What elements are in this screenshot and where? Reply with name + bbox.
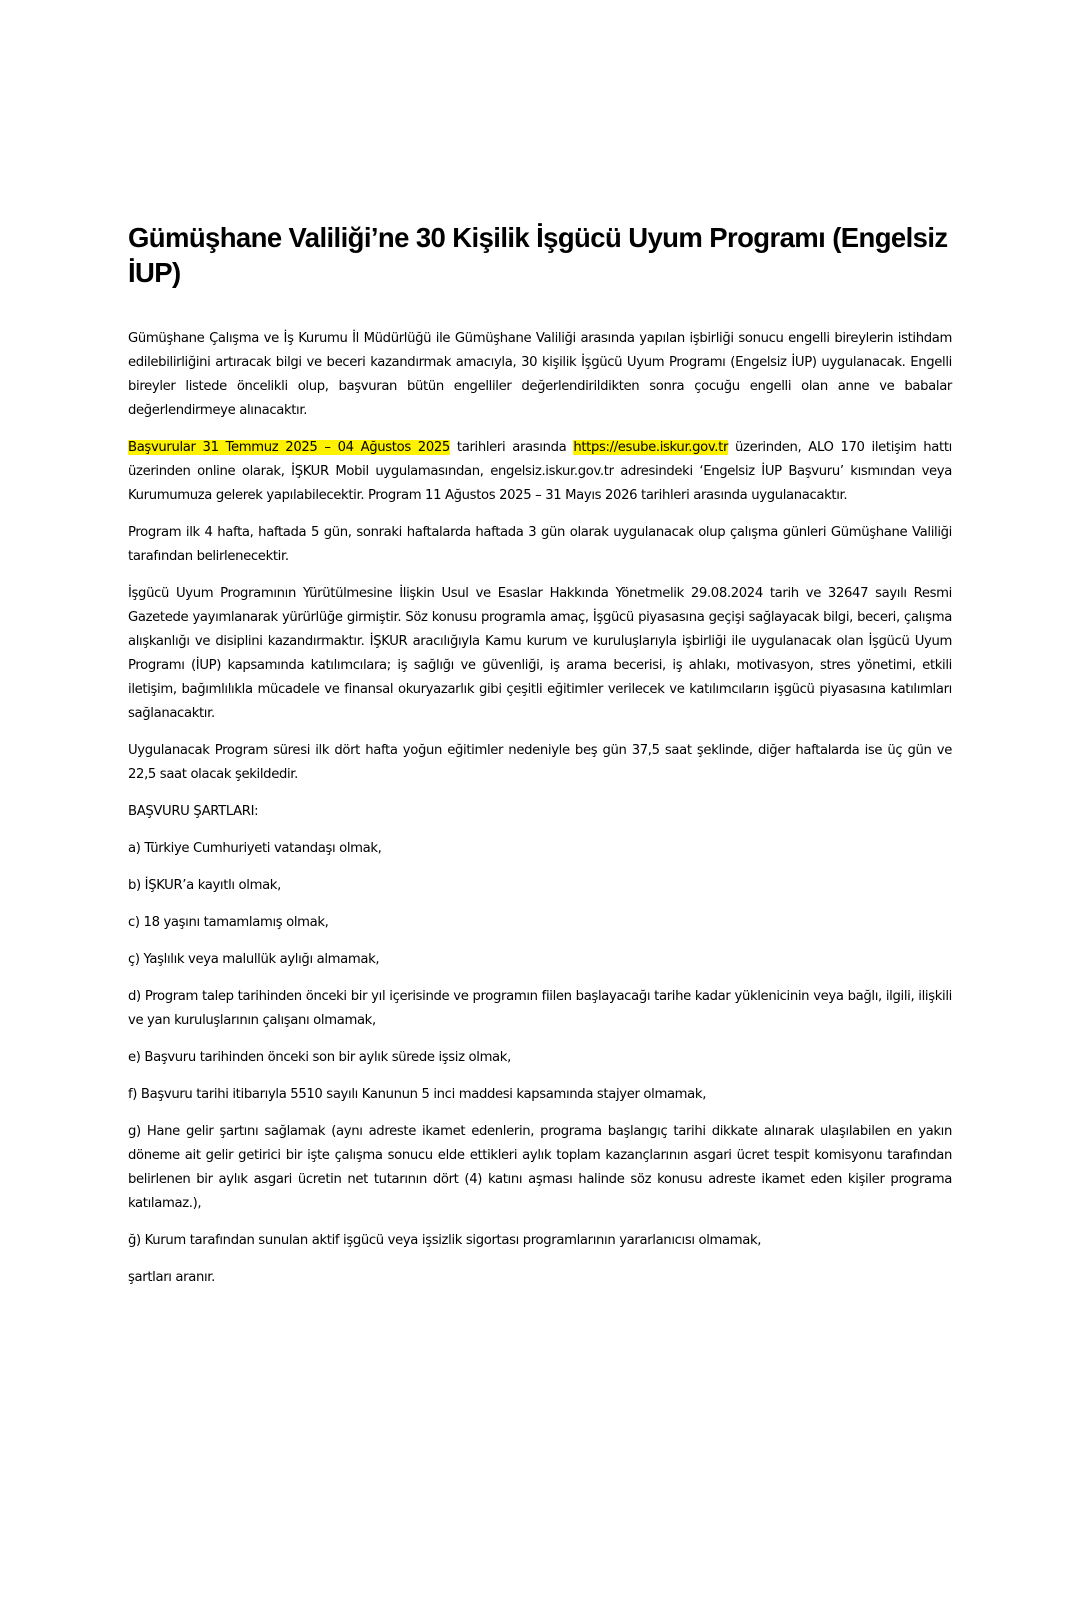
- requirement-item-d: d) Program talep tarihinden önceki bir yıl içerisinde ve programın fiilen başlayacağı tarihe kadar yüklenicinin veya bağlı, ilgili, ilişkili ve yan kuruluşlarının çalışanı olmamak,: [128, 989, 952, 1028]
- requirement-item-b: b) İŞKUR’a kayıtlı olmak,: [128, 878, 281, 893]
- application-paragraph: [128, 436, 952, 508]
- regulation-paragraph: İşgücü Uyum Programının Yürütülmesine İlişkin Usul ve Esaslar Hakkında Yönetmelik 29.08.2024 tarih ve 32647 sayılı Resmi Gazetede yayımlanarak yürürlüğe girmiştir. Söz konusu programla amaç, İşgücü piyasasına geçişi sağlayacak bilgi, beceri, çalışma alışkanlığı ve disiplini kazandırmaktır. İŞKUR aracılığıyla Kamu kurum ve kuruluşlarıyla işbirliği ile uygulanacak olan İşgücü Uyum Programı (İUP) kapsamında katılımcılara; iş sağlığı ve güvenliği, iş arama becerisi, iş ahlakı, motivasyon, stres yönetimi, etkili iletişim, bağımlılıkla mücadele ve finansal okuryazarlık gibi çeşitli eğitimler verilecek ve katılımcıların işgücü piyasasına katılımları sağlanacaktır.: [128, 586, 952, 721]
- application-between-text: tarihleri arasında: [449, 440, 574, 455]
- intro-paragraph: Gümüşhane Çalışma ve İş Kurumu İl Müdürlüğü ile Gümüşhane Valiliği arasında yapılan işbirliği sonucu engelli bireylerin istihdam edilebilirliğini artıracak bilgi ve beceri kazandırmak amacıyla, 30 kişilik İşgücü Uyum Programı (Engelsiz İUP) uygulanacak. Engelli bireyler listede öncelikli olup, başvuran bütün engelliler değerlendirildikten sonra çocuğu engelli olan anne ve babalar değerlendirmeye alınacaktır.: [128, 331, 952, 418]
- closing-line: şartları aranır.: [128, 1270, 215, 1285]
- requirement-item-e: e) Başvuru tarihinden önceki son bir aylık sürede işsiz olmak,: [128, 1050, 511, 1065]
- requirement-item-a: a) Türkiye Cumhuriyeti vatandaşı olmak,: [128, 841, 382, 856]
- schedule-paragraph: Program ilk 4 hafta, haftada 5 gün, sonraki haftalarda haftada 3 gün olarak uygulanacak olup çalışma günleri Gümüşhane Valiliği tarafından belirlenecektir.: [128, 525, 952, 564]
- document-body: [128, 220, 952, 1303]
- requirement-item-f: f) Başvuru tarihi itibarıyla 5510 sayılı Kanunun 5 inci maddesi kapsamında stajyer olmamak,: [128, 1087, 707, 1102]
- application-url-link[interactable]: https://esube.iskur.gov.tr: [573, 440, 729, 455]
- requirement-item-g-breve: ğ) Kurum tarafından sunulan aktif işgücü veya işsizlik sigortası programlarının yararlanıcısı olmamak,: [128, 1233, 762, 1248]
- requirement-item-c-cedilla: ç) Yaşlılık veya malullük aylığı almamak,: [128, 952, 380, 967]
- application-rest-text: üzerinden, ALO 170 iletişim hattı üzerinden online olarak, İŞKUR Mobil uygulamasından, engelsiz.iskur.gov.tr adresindeki ‘Engelsiz İUP Başvuru’ kısmından veya Kurumumuza gelerek yapılabilecektir. Program 11 Ağustos 2025 – 31 Mayıs 2026 tarihleri arasında uygulanacaktır.: [128, 440, 952, 503]
- requirement-item-c: c) 18 yaşını tamamlamış olmak,: [128, 915, 329, 930]
- document-title: Gümüşhane Valiliği’ne 30 Kişilik İşgücü Uyum Programı (Engelsiz İUP): [128, 222, 948, 288]
- duration-paragraph: Uygulanacak Program süresi ilk dört hafta yoğun eğitimler nedeniyle beş gün 37,5 saat şeklinde, diğer haftalarda ise üç gün ve 22,5 saat olacak şekildedir.: [128, 743, 952, 782]
- requirement-item-g: g) Hane gelir şartını sağlamak (aynı adreste ikamet edenlerin, programa başlangıç tarihi dikkate alınarak ulaşılabilen en yakın döneme ait gelir getirici bir işte çalışma sonucu elde ettikleri aylık toplam kazançlarının asgari ücret tespit komisyonu tarafından belirlenen bir aylık asgari ücretin net tutarının dört (4) katını aşması halinde söz konusu adreste ikamet eden kişiler programa katılamaz.),: [128, 1124, 952, 1211]
- application-dates-highlight: Başvurular 31 Temmuz 2025 – 04 Ağustos 2025: [128, 440, 450, 455]
- requirements-heading: BAŞVURU ŞARTLARI:: [128, 804, 259, 819]
